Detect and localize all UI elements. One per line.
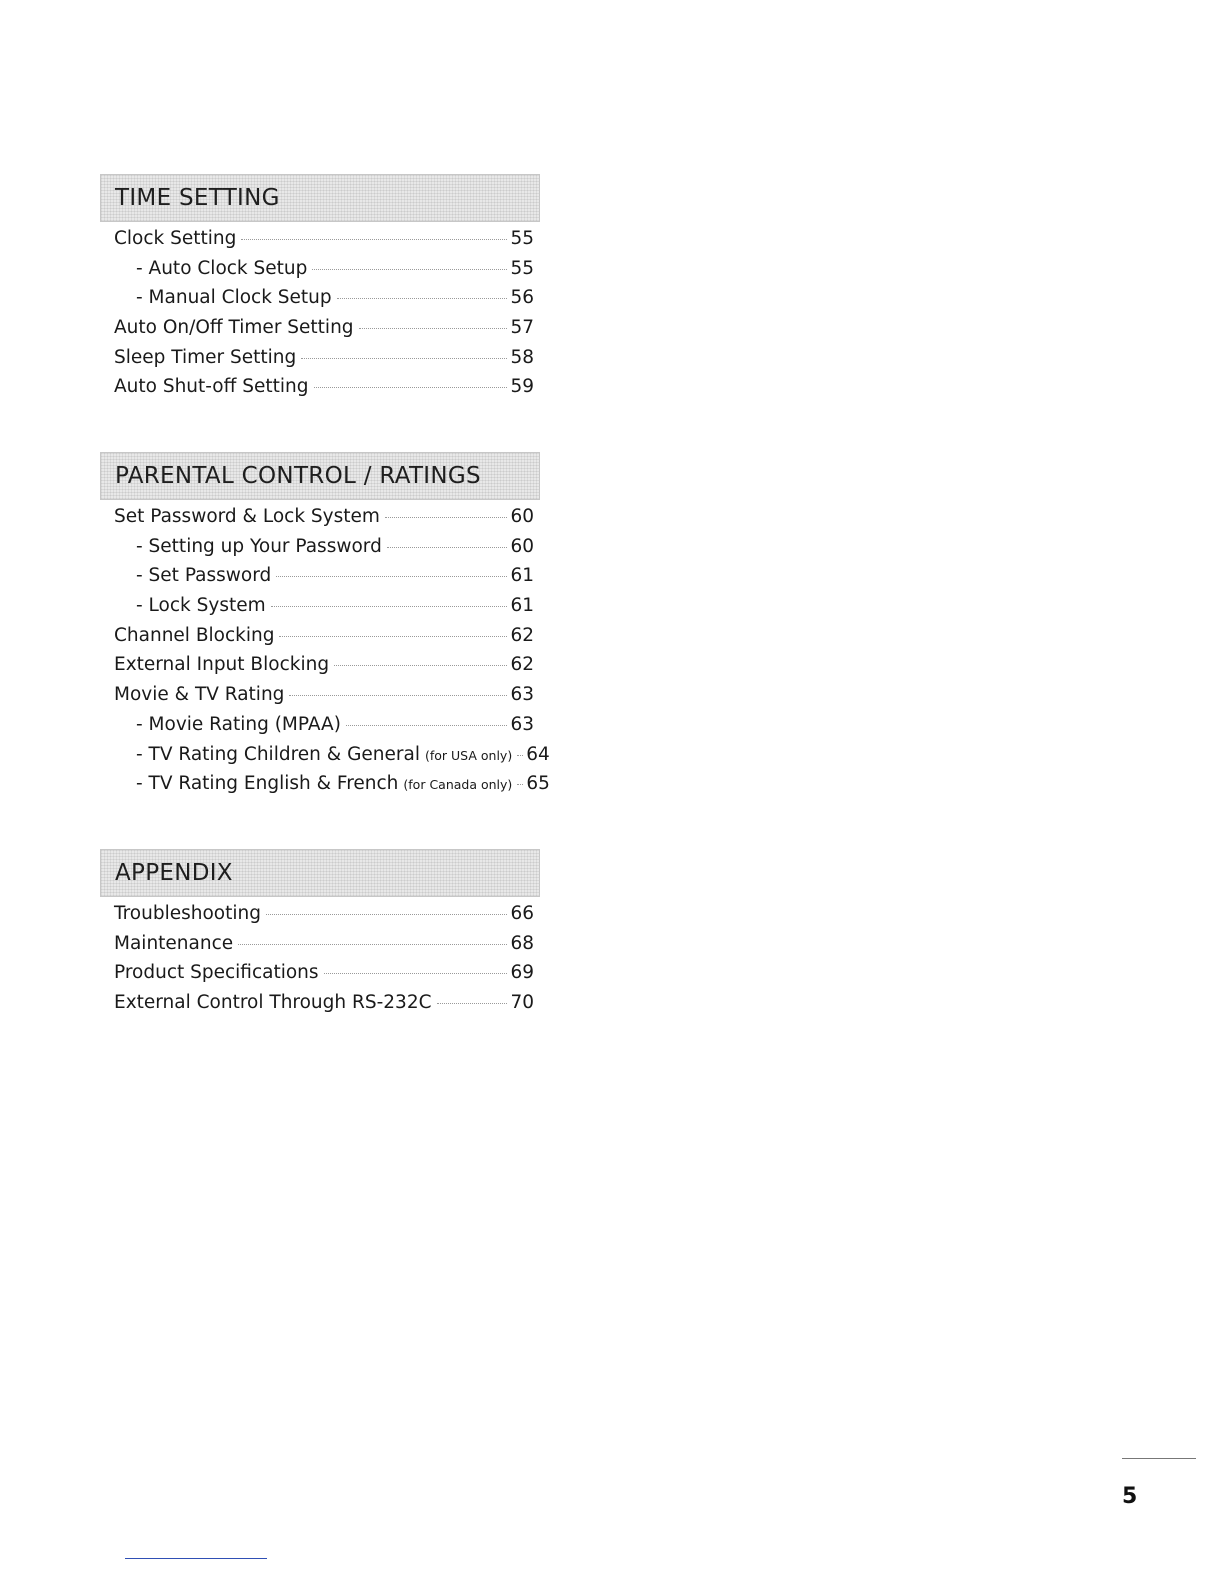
toc-entry-note: (for Canada only)	[403, 777, 513, 793]
toc-entry[interactable]	[114, 317, 534, 347]
toc-entry-title: Auto On/Off Timer Setting	[114, 317, 354, 339]
toc-entry[interactable]	[114, 992, 534, 1022]
toc-entry-title: - TV Rating English & French	[136, 773, 399, 795]
toc-entry-page: 62	[510, 624, 534, 646]
toc-entry-page: 56	[510, 287, 534, 309]
toc-entry[interactable]	[114, 228, 534, 258]
dot-leader	[324, 973, 508, 974]
toc-entry-page: 70	[510, 992, 534, 1014]
dot-leader	[301, 358, 507, 359]
dot-leader	[276, 576, 507, 577]
toc-entry[interactable]	[114, 903, 534, 933]
dot-leader	[314, 387, 508, 388]
toc-entry-title: - Setting up Your Password	[136, 535, 382, 557]
dot-leader	[241, 239, 507, 240]
dot-leader	[385, 517, 508, 518]
toc-entry[interactable]	[114, 347, 534, 377]
toc-entry[interactable]	[114, 933, 534, 963]
toc-entry-title: - Auto Clock Setup	[136, 257, 308, 279]
toc-entry[interactable]	[114, 654, 534, 684]
toc-entry-page: 66	[510, 903, 534, 924]
toc-entry-page: 55	[510, 228, 534, 249]
dot-leader	[337, 298, 508, 299]
dot-leader	[289, 695, 507, 696]
toc-entry-title: - Set Password	[136, 565, 272, 587]
toc-entry[interactable]	[114, 684, 534, 714]
dot-leader	[517, 755, 523, 756]
dot-leader	[387, 547, 508, 548]
dot-leader	[266, 914, 508, 915]
toc-entry[interactable]	[114, 376, 534, 406]
toc-entry-title: Troubleshooting	[114, 903, 261, 924]
toc-entry-page: 68	[510, 932, 534, 954]
toc-entry-note: (for USA only)	[425, 747, 513, 763]
section-heading: PARENTAL CONTROL / RATINGS	[100, 452, 540, 500]
dot-leader	[346, 725, 508, 726]
toc-entry-page: 61	[510, 595, 534, 617]
toc-entry-title: Channel Blocking	[114, 624, 275, 646]
page-number-rule	[1122, 1458, 1196, 1459]
toc-subentry[interactable]	[136, 743, 550, 774]
toc-entry-page: 61	[510, 565, 534, 587]
toc-entry-page: 65	[526, 773, 550, 795]
footer-divider	[125, 1558, 267, 1559]
toc-entry-page: 69	[510, 962, 534, 984]
dot-leader	[517, 784, 523, 785]
dot-leader	[334, 665, 507, 666]
toc-section-time-setting	[100, 174, 540, 406]
toc-entry-title: Product Specifications	[114, 962, 319, 984]
dot-leader	[359, 328, 508, 329]
toc-entry-page: 60	[510, 506, 534, 527]
toc-entry-page: 59	[510, 376, 534, 398]
toc-entry-title: Sleep Timer Setting	[114, 346, 297, 368]
toc-subentry[interactable]	[136, 565, 534, 595]
toc-entry-title: - Manual Clock Setup	[136, 287, 332, 309]
dot-leader	[238, 944, 507, 945]
toc-entry-page: 58	[510, 346, 534, 368]
toc-entry-page: 57	[510, 317, 534, 339]
section-heading: TIME SETTING	[100, 174, 540, 222]
toc-entry-page: 63	[510, 684, 534, 706]
toc-entry-title: External Input Blocking	[114, 654, 330, 676]
toc-list	[100, 903, 540, 1022]
dot-leader	[279, 636, 507, 637]
toc-entry-title: Set Password & Lock System	[114, 506, 380, 527]
toc-entry[interactable]	[114, 506, 534, 536]
toc-entry-page: 63	[510, 713, 534, 735]
toc-entry-page: 60	[510, 535, 534, 557]
toc-subentry[interactable]	[136, 536, 534, 566]
toc-subentry[interactable]	[136, 595, 534, 625]
toc-subentry[interactable]	[136, 714, 534, 744]
toc-entry[interactable]	[114, 962, 534, 992]
dot-leader	[437, 1003, 508, 1004]
toc-entry-title: Clock Setting	[114, 228, 237, 249]
toc-entry-title: Maintenance	[114, 932, 234, 954]
toc-entry-title: Movie & TV Rating	[114, 684, 285, 706]
toc-entry-page: 64	[526, 743, 550, 765]
toc-entry[interactable]	[114, 625, 534, 655]
toc-entry-page: 55	[510, 257, 534, 279]
toc-entry-title: Auto Shut-off Setting	[114, 376, 309, 398]
toc-entry-title: - Lock System	[136, 595, 266, 617]
toc-subentry[interactable]	[136, 258, 534, 288]
toc-entry-page: 62	[510, 654, 534, 676]
toc-list	[100, 228, 540, 406]
toc-section-parental-control	[100, 452, 550, 803]
toc-entry-title: - Movie Rating (MPAA)	[136, 713, 341, 735]
toc-list	[100, 506, 550, 803]
dot-leader	[271, 606, 508, 607]
page-number: 5	[1122, 1484, 1138, 1509]
toc-section-appendix	[100, 849, 540, 1022]
toc-subentry[interactable]	[136, 773, 550, 803]
toc-subentry[interactable]	[136, 287, 534, 317]
toc-entry-title: - TV Rating Children & General	[136, 743, 420, 765]
section-heading: APPENDIX	[100, 849, 540, 897]
toc-entry-title: External Control Through RS-232C	[114, 992, 432, 1014]
dot-leader	[312, 269, 507, 270]
